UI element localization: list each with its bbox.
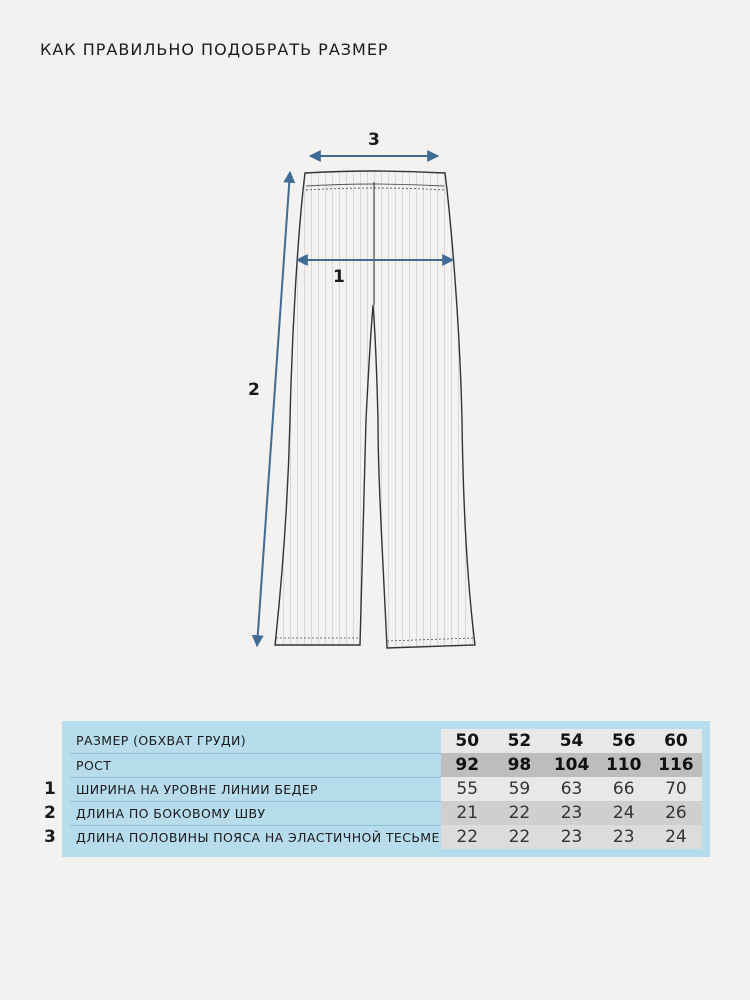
- size-table-panel: [62, 721, 710, 857]
- row-label: РОСТ: [70, 753, 441, 777]
- cell: 110: [598, 753, 650, 777]
- cell: 63: [545, 777, 597, 801]
- table-row: [70, 753, 702, 777]
- cell: 55: [441, 777, 493, 801]
- row-number-1: 1: [44, 779, 56, 799]
- cell: 92: [441, 753, 493, 777]
- table-row: [70, 825, 702, 849]
- row-label: ДЛИНА ПО БОКОВОМУ ШВУ: [70, 801, 441, 825]
- cell: 98: [493, 753, 545, 777]
- cell: 23: [545, 825, 597, 849]
- cell: 66: [598, 777, 650, 801]
- dimension-label-2: 2: [248, 380, 260, 400]
- cell: 50: [441, 729, 493, 753]
- row-label: РАЗМЕР (ОБХВАТ ГРУДИ): [70, 729, 441, 753]
- cell: 54: [545, 729, 597, 753]
- dimension-label-3: 3: [368, 130, 380, 150]
- cell: 70: [650, 777, 702, 801]
- cell: 22: [493, 801, 545, 825]
- table-row: [70, 729, 702, 753]
- cell: 104: [545, 753, 597, 777]
- size-table: [70, 729, 702, 849]
- cell: 56: [598, 729, 650, 753]
- cell: 59: [493, 777, 545, 801]
- row-number-2: 2: [44, 803, 56, 823]
- cell: 24: [650, 825, 702, 849]
- cell: 24: [598, 801, 650, 825]
- cell: 21: [441, 801, 493, 825]
- dimension-label-1: 1: [333, 267, 345, 287]
- cell: 22: [493, 825, 545, 849]
- row-label: ДЛИНА ПОЛОВИНЫ ПОЯСА НА ЭЛАСТИЧНОЙ ТЕСЬМЕ: [76, 829, 440, 845]
- table-row: [70, 801, 702, 825]
- cell: 23: [598, 825, 650, 849]
- cell: 116: [650, 753, 702, 777]
- table-row: [70, 777, 702, 801]
- row-number-3: 3: [44, 827, 56, 847]
- row-label: ШИРИНА НА УРОВНЕ ЛИНИИ БЕДЕР: [70, 777, 441, 801]
- pants-outline: [275, 171, 475, 648]
- page-title: КАК ПРАВИЛЬНО ПОДОБРАТЬ РАЗМЕР: [40, 40, 389, 59]
- cell: 52: [493, 729, 545, 753]
- cell: 22: [441, 825, 493, 849]
- cell: 60: [650, 729, 702, 753]
- cell: 23: [545, 801, 597, 825]
- cell: 26: [650, 801, 702, 825]
